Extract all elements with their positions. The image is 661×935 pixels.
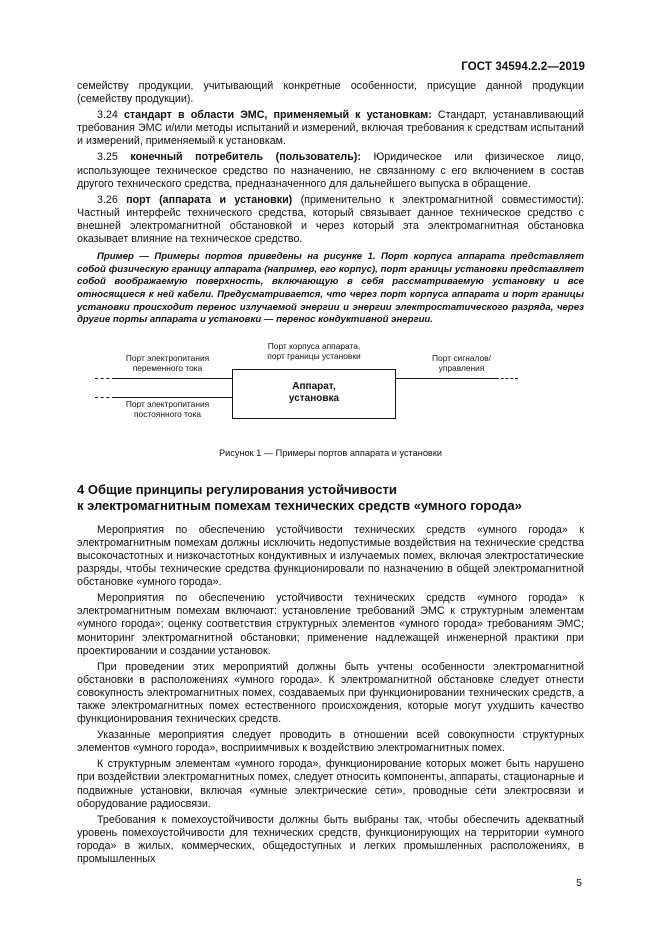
ac-power-port-label (105, 353, 230, 373)
body-paragraph: Мероприятия по обеспечению устойчивости технических средств «умного города» к электромагнитным помехам включают: установление требований ЭМС к структурным элементам «умного города»; оценку соответствия структурных элементов «умного города» требованиям ЭМС; мониторинг электромагнитной обстановки; применение надлежащей инженерной практики при проектировании и создании установок. (77, 592, 584, 657)
ports-figure (77, 341, 584, 441)
dc-power-port-label (105, 399, 230, 419)
signal-port-label-line1: Порт сигналов/ (432, 352, 491, 363)
dc-power-line (115, 397, 232, 398)
body-paragraph: Указанные мероприятия следует проводить в отношении всей совокупности структурных элементов «умного города», восприимчивых к воздействию электромагнитных помех. (77, 729, 584, 755)
body-paragraph: При проведении этих мероприятий должны быть учтены особенности электромагнитной обстановки в расположениях «умного города». К электромагнитной обстановке следует отнести совокупность электромагнитных помех, создаваемых при функционировании технических средств, а также электромагнитных помех естественного происхождения, которые могут ухудшить качество функционирования технических средств. (77, 660, 584, 726)
ac-power-line (115, 378, 232, 379)
signal-line (396, 378, 496, 379)
term-3-26 (77, 194, 584, 246)
ac-power-port-label-line1: Порт электропитания (125, 352, 210, 363)
dc-power-line-dashed (95, 397, 115, 398)
term-name: стандарт в области ЭМС, применяемый к установкам: (123, 109, 432, 122)
figure-caption: Рисунок 1 — Примеры портов аппарата и установки (219, 447, 442, 458)
term-name: порт (аппарата и установки) (126, 193, 293, 206)
ac-power-port-label-line2: переменного тока (132, 362, 203, 373)
apparatus-box-label-line2: установка (288, 392, 340, 404)
signal-port-label (399, 353, 524, 373)
term-3-25 (77, 151, 584, 190)
document-body (77, 80, 584, 869)
signal-port-label-line2: управления (438, 362, 485, 373)
term-number: 3.26 (97, 193, 118, 206)
term-definition: Стандарт, устанавливающий требования ЭМС и/или методы испытаний и измерений, включая требования к средствам испытаний и измерений, применяемый к установкам. (77, 109, 584, 148)
page-number: 5 (576, 877, 582, 889)
apparatus-box-label (232, 381, 396, 405)
term-3-24 (77, 109, 584, 148)
body-paragraph: Мероприятия по обеспечению устойчивости технических средств «умного города» к электромагнитным помехам должны исключить недопустимые воздействия на технические средства высокочастотных и низкочастотных кондуктивных и излучаемых помех, включая электростатические разряды, чтобы технические средства функционировали по назначению в общей электромагнитной обстановке «умного города». (77, 523, 584, 589)
term-number: 3.24 (97, 109, 118, 122)
continued-paragraph: семейству продукции, учитывающий конкретные особенности, присущие данной продукции (семейству продукции). (77, 80, 584, 106)
term-definition: (применительно к электромагнитной совместимости): Частный интерфейс технического средства, который связывает данное техническое средство с внешней электромагнитной обстановкой и через который эта электромагнитная обстановка оказывает влияние на техническое средство. (77, 193, 584, 246)
ac-power-line-dashed (95, 378, 115, 379)
apparatus-box-label-line1: Аппарат, (292, 380, 336, 392)
body-paragraph: К структурным элементам «умного города», функционирование которых может быть нарушено при воздействии электромагнитных помех, следует относить компоненты, аппараты, стационарные и подвижные установки, включая «умные электрические сети», проводные сети электросвязи и оборудование радиосвязи. (77, 758, 584, 810)
term-definition: Юридическое или физическое лицо, использующее техническое средство по назначению, не связанному с его включением в состав другого технического средства, предназначенного для дальнейшего выпуска в обращение. (77, 151, 584, 190)
housing-port-label-line2: порт границы установки (267, 350, 361, 361)
body-paragraph: Требования к помехоустойчивости должны быть выбраны так, чтобы обеспечить адекватный уровень помехоустойчивости для технических средств, функционирующих на территории «умного города» в жилых, коммерческих, общедоступных и легких промышленных расположениях, в промышленных (77, 813, 584, 866)
housing-port-label (232, 341, 396, 361)
section-heading-line2: к электромагнитным помехам технических средств «умного города» (77, 497, 522, 513)
term-number: 3.25 (97, 151, 118, 164)
section-heading (77, 482, 584, 514)
section-heading-line1: 4 Общие принципы регулирования устойчивости (77, 481, 397, 497)
term-name: конечный потребитель (пользователь): (130, 151, 361, 164)
dc-power-port-label-line1: Порт электропитания (125, 398, 210, 409)
housing-port-label-line1: Порт корпуса аппарата, (267, 340, 361, 351)
document-code: ГОСТ 34594.2.2—2019 (461, 61, 585, 73)
example-note: Пример — Примеры портов приведены на рисунке 1. Порт корпуса аппарата представляет собой физическую границу аппарата (например, его корпус), порт границы установки представляет собой воображаемую поверхность, включающую в себя рассматриваемую установку и все относящиеся к ней кабели. Предусматривается, что через порт корпуса аппарата и порт границы установки происходит перенос излучаемой энергии и энергии электростатического разряда, через другие порты аппарата и установки — перенос кондуктивной энергии. (77, 251, 584, 326)
signal-line-dashed (496, 378, 518, 379)
dc-power-port-label-line2: постоянного тока (134, 408, 201, 419)
